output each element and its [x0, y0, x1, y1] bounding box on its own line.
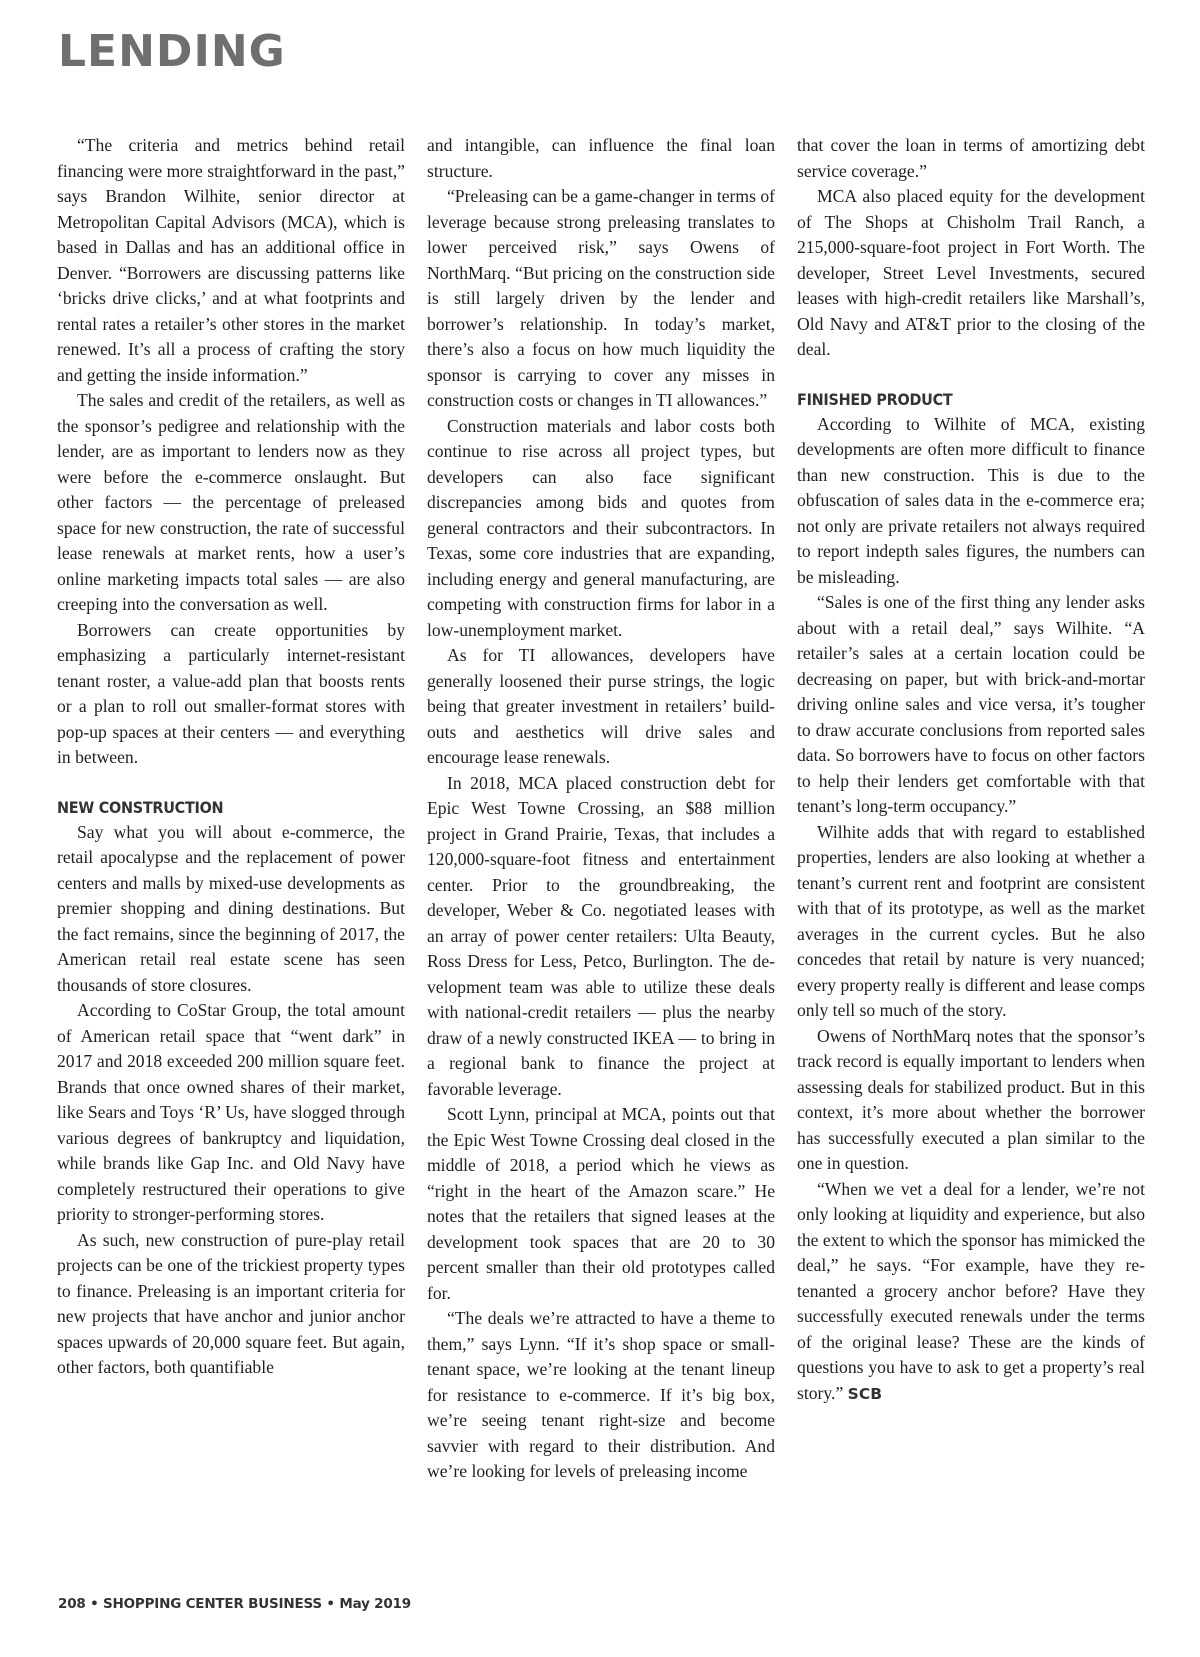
section-subheading [57, 795, 370, 820]
paragraph-text: According to Wilhite of MCA, existing developments are often more difficult to finance than new construction. This is due to the obfuscation of sales data in the e-commerce era; not only are private retailers not always required to report indepth sales figures, the numbers can be misleading. [797, 413, 1145, 587]
page-footer: 208 • SHOPPING CENTER BUSINESS • May 2019 [58, 1596, 411, 1612]
paragraph-text: Say what you will about e-commerce, the retail apocalypse and the replacement of power centers and malls by mixed-use developments as premier shopping and dining destinations. But the fact remains, since the beginning of 2017, the American retail real estate scene has seen thousands of store closures. [57, 821, 405, 995]
paragraph-text: MCA also placed equity for the development of The Shops at Chisholm Trail Ranch, a 215,000-square-foot project in Fort Worth. The developer, Street Level Investments, secured leases with high-credit retailers like Marshall’s, Old Navy and AT&T prior to the closing of the deal. [797, 186, 1145, 359]
paragraph-text: “Sales is one of the first thing any lender asks about with a retail deal,” says Wilhite. “A retailer’s sales at a certain location could be decreasing on paper, but with brick-and-mortar driving online sales and vice versa, it’s tougher to draw accurate conclusions from reported sales data. So borrowers have to focus on other factors to help their lenders get comfortable with that tenant’s long-term occupancy.” [797, 592, 1145, 816]
section-title: LENDING [58, 26, 286, 77]
article-column-1 [57, 133, 405, 1485]
paragraph-text: “When we vet a deal for a lender, we’re not only looking at liquidity and experience, but also the extent to which the sponsor has mimicked the deal,” he says. “For example, have they re-tenanted a grocery anchor before? Have they successfully executed renewals under the terms of the original lease? These are the kinds of questions you have to ask to get a property’s real story.” [797, 1178, 1145, 1403]
article-body [57, 133, 1145, 1485]
article-paragraph [427, 1102, 775, 1306]
end-mark: SCB [847, 1384, 883, 1403]
article-paragraph [57, 618, 405, 771]
article-paragraph [57, 998, 405, 1228]
article-paragraph [427, 414, 775, 644]
article-paragraph [797, 412, 1145, 591]
article-paragraph [797, 1024, 1145, 1177]
paragraph-text: “The criteria and metrics behind retail financing were more straightforward in the past,” says Brandon Wilhite, senior director at Metropolitan Capital Advisors (MCA), which is based in Dallas and has an additional office in Denver. “Borrowers are discussing patterns like ‘bricks drive clicks,’ and at what footprints and rental rates a retailer’s other stores in the market renewed. It’s all a process of crafting the story and getting the inside information.” [57, 135, 405, 385]
paragraph-text: Wilhite adds that with regard to established properties, lenders are also looking at whether a tenant’s current rent and footprint are consistent with that of its prototype, as well as the market averages in the current cycles. But he also concedes that retail by nature is very nuanced; every property really is different and lease comps only tell so much of the story. [797, 821, 1145, 1020]
article-paragraph [427, 771, 775, 1103]
article-paragraph [797, 133, 1145, 184]
article-paragraph [427, 184, 775, 414]
paragraph-text: In 2018, MCA placed construction debt for Epic West Towne Crossing, an $88 million project in Grand Prairie, Texas, that includes a 120,000-square-foot fitness and entertainment center. Prior to the groundbreaking, the developer, Weber & Co. negotiated leases with an array of power center retailers: Ulta Beauty, Ross Dress for Less, Petco, Burlington. The development team was able to utilize these deals with national-credit retailers — plus the nearby draw of a newly constructed IKEA — to bring in a regional bank to finance the project at favorable leverage. [427, 772, 775, 1099]
paragraph-text: Owens of NorthMarq notes that the sponsor’s track record is equally important to lenders when assessing deals for stabilized product. But in this context, it’s more about whether the borrower has successfully executed a plan similar to the one in question. [797, 1025, 1145, 1173]
article-paragraph [797, 590, 1145, 820]
article-paragraph [797, 1177, 1145, 1408]
section-subheading [797, 387, 1110, 412]
article-paragraph [427, 643, 775, 771]
paragraph-text: and intangible, can influence the final loan structure. [427, 135, 775, 181]
article-paragraph [57, 1228, 405, 1381]
paragraph-text: As such, new construction of pure-play retail projects can be one of the trickiest property types to finance. Preleasing is an important criteria for new projects that have anchor and junior anchor spaces upwards of 20,000 square feet. But again, other factors, both quantifiable [57, 1229, 405, 1377]
paragraph-text: FINISHED PRODUCT [797, 389, 953, 409]
paragraph-text: The sales and credit of the retailers, as well as the sponsor’s pedigree and relationship with the lender, are as important to lenders now as they were before the e-commerce onslaught. But other factors — the percentage of preleased space for new construction, the rate of successful lease renewals at market rents, how a user’s online marketing impacts total sales — are also creeping into the conversation as well. [57, 390, 405, 614]
article-paragraph [57, 388, 405, 618]
paragraph-text: NEW CONSTRUCTION [57, 797, 224, 817]
article-paragraph [427, 1306, 775, 1485]
article-paragraph [797, 820, 1145, 1024]
article-paragraph [427, 133, 775, 184]
article-column-2 [427, 133, 775, 1485]
paragraph-text: Scott Lynn, principal at MCA, points out that the Epic West Towne Crossing deal closed in the middle of 2018, a period which he views as “right in the heart of the Amazon scare.” He notes that the retailers that signed leases at the development took spaces that are 20 to 30 percent smaller than their old prototypes called for. [427, 1104, 775, 1303]
paragraph-text: “Preleasing can be a game-changer in terms of leverage because strong preleasing translates to lower perceived risk,” says Owens of NorthMarq. “But pricing on the construction side is still largely driven by the lender and borrower’s relationship. In today’s market, there’s also a focus on how much liquidity the sponsor is carrying to cover any misses in construction costs or changes in TI allowances.” [427, 186, 775, 410]
article-paragraph [797, 184, 1145, 363]
paragraph-text: As for TI allowances, developers have generally loosened their purse strings, the logic being that greater investment in retailers’ build-outs and aesthetics will drive sales and encourage lease renewals. [427, 645, 775, 767]
article-paragraph [57, 133, 405, 388]
article-paragraph [57, 820, 405, 999]
paragraph-text: Construction materials and labor costs both continue to rise across all project types, but developers can also face significant discrepancies among bids and quotes from general contractors and their subcontractors. In Texas, some core industries that are expanding, including energy and general manufacturing, are competing with construction firms for labor in a low-unemployment market. [427, 415, 775, 640]
paragraph-text: According to CoStar Group, the total amount of American retail space that “went dark” in 2017 and 2018 exceeded 200 million square feet. Brands that once owned shares of their market, like Sears and Toys ‘R’ Us, have slogged through various degrees of bankruptcy and liquidation, while brands like Gap Inc. and Old Navy have completely restructured their operations to give priority to stronger-performing stores. [57, 1000, 405, 1224]
paragraph-text: that cover the loan in terms of amortizing debt service coverage.” [797, 135, 1145, 181]
paragraph-text: “The deals we’re attracted to have a theme to them,” says Lynn. “If it’s shop space or small-tenant space, we’re looking at the tenant lineup for resistance to e-commerce. If it’s big box, we’re seeing tenant right-size and become savvier with regard to their distribution. And we’re looking for levels of preleasing income [427, 1308, 775, 1481]
article-column-3 [797, 133, 1145, 1485]
paragraph-text: Borrowers can create opportunities by emphasizing a particularly internet-resistant tenant roster, a value-add plan that boosts rents or a plan to roll out smaller-format stores with pop-up spaces at their centers — and everything in between. [57, 619, 405, 767]
